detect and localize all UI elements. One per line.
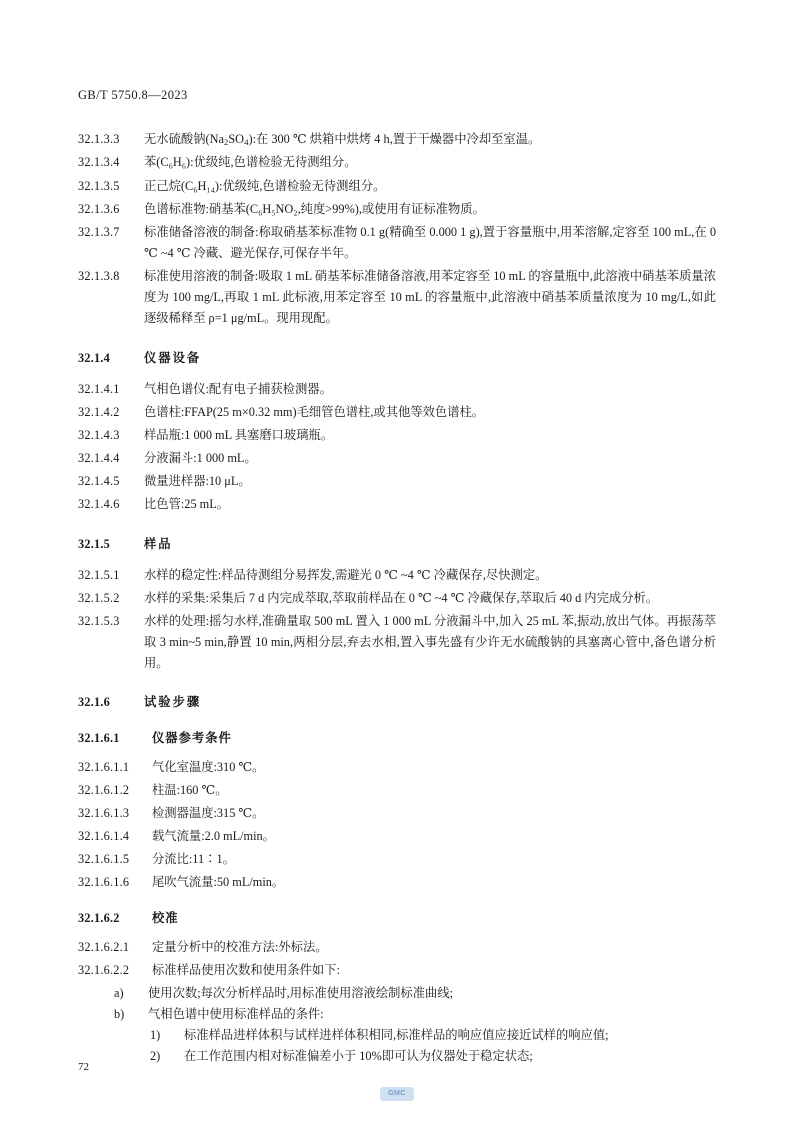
list-item-text: 气相色谱中使用标准样品的条件: bbox=[148, 1007, 324, 1022]
clause-text: 标准样品使用次数和使用条件如下: bbox=[152, 962, 340, 977]
list-item bbox=[114, 1004, 716, 1025]
watermark-logo: GMC bbox=[380, 1087, 414, 1101]
clause-number: 32.1.6.2.1 bbox=[78, 939, 130, 954]
section-heading-32-1-5 bbox=[78, 534, 716, 555]
clause-number: 32.1.3.8 bbox=[78, 269, 120, 284]
clause-number: 32.1.3.3 bbox=[78, 132, 120, 146]
clause-text: 载气流量:2.0 mL/min。 bbox=[152, 829, 275, 844]
clause-32-1-4-5 bbox=[78, 471, 716, 492]
clause-32-1-6-2-2 bbox=[78, 960, 716, 981]
clause-text: 样品瓶:1 000 mL 具塞磨口玻璃瓶。 bbox=[144, 427, 334, 442]
list-item-text: 标准样品进样体积与试样进样体积相同,标准样品的响应值应接近试样的响应值; bbox=[184, 1028, 609, 1043]
section-number: 32.1.6 bbox=[78, 695, 110, 710]
clause-number: 32.1.6.1.5 bbox=[78, 852, 130, 867]
clause-number: 32.1.4.3 bbox=[78, 427, 120, 442]
subsection-number: 32.1.6.2 bbox=[78, 910, 120, 925]
clause-text: 检测器温度:315 ℃。 bbox=[152, 805, 265, 820]
clause-text: 标准储备溶液的制备:称取硝基苯标准物 0.1 g(精确至 0.000 1 g),置于容量瓶中,用苯溶解,定容至 100 mL,在 0 ℃ ~4 ℃ 冷藏、避光保存,可保存半年。 bbox=[144, 224, 716, 260]
page-header: GB/T 5750.8—2023 bbox=[78, 88, 188, 102]
clause-number: 32.1.3.5 bbox=[78, 178, 120, 193]
list-item-text: 使用次数;每次分析样品时,用标准使用溶液绘制标准曲线; bbox=[148, 985, 454, 1000]
clause-number: 32.1.3.7 bbox=[78, 224, 120, 239]
subsection-heading-32-1-6-2 bbox=[78, 908, 716, 929]
clause-text-post: ):在 300 ℃ 烘箱中烘烤 4 h,置于干燥器中冷却至室温。 bbox=[248, 132, 541, 146]
clause-text: 色谱柱:FFAP(25 m×0.32 mm)毛细管色谱柱,或其他等效色谱柱。 bbox=[144, 404, 485, 419]
clause-text: 尾吹气流量:50 mL/min。 bbox=[152, 875, 285, 890]
section-title: 样品 bbox=[144, 536, 173, 551]
list-item bbox=[114, 983, 716, 1004]
clause-32-1-4-1 bbox=[78, 379, 716, 400]
subsection-number: 32.1.6.1 bbox=[78, 730, 120, 745]
subscript-4: 4 bbox=[244, 137, 249, 148]
clause-text: 水样的处理:摇匀水样,准确量取 500 mL 置入 1 000 mL 分液漏斗中,加入 25 mL 苯,振动,放出气体。再振荡萃取 3 min~5 min,静置 10 min,两相分层,弃去水相,置入事先盛有少许无水硫酸钠的具塞离心管中,备色谱分析用。 bbox=[144, 613, 716, 671]
clause-text-pre: 无水硫酸钠(Na bbox=[144, 132, 224, 146]
clause-text: 气相色谱仪:配有电子捕获检测器。 bbox=[144, 381, 332, 396]
subsection-heading-32-1-6-1 bbox=[78, 728, 716, 749]
clause-32-1-6-1-6 bbox=[78, 872, 716, 893]
clause-number: 32.1.5.1 bbox=[78, 567, 120, 582]
clause-text: 气化室温度:310 ℃。 bbox=[152, 759, 265, 774]
clause-text: 分流比:11∶1。 bbox=[152, 852, 235, 867]
clause-number: 32.1.6.1.3 bbox=[78, 805, 130, 820]
document-body bbox=[78, 129, 716, 1068]
clause-number: 32.1.4.4 bbox=[78, 451, 120, 466]
clause-number: 32.1.3.4 bbox=[78, 155, 120, 170]
clause-32-1-5-2 bbox=[78, 588, 716, 609]
list-item bbox=[150, 1025, 716, 1046]
clause-32-1-6-1-2 bbox=[78, 780, 716, 801]
clause-number: 32.1.6.1.6 bbox=[78, 875, 130, 890]
clause-32-1-6-1-5 bbox=[78, 849, 716, 870]
clause-text: 微量进样器:10 μL。 bbox=[144, 474, 251, 489]
subsection-title: 仪器参考条件 bbox=[152, 730, 232, 745]
list-item-label: a) bbox=[114, 985, 124, 1000]
clause-32-1-4-6 bbox=[78, 494, 716, 515]
clause-32-1-5-3 bbox=[78, 611, 716, 674]
clause-number: 32.1.4.2 bbox=[78, 404, 120, 419]
section-heading-32-1-4 bbox=[78, 348, 716, 369]
clause-32-1-6-1-3 bbox=[78, 803, 716, 824]
clause-32-1-6-1-4 bbox=[78, 826, 716, 847]
clause-number: 32.1.6.1.2 bbox=[78, 782, 130, 797]
clause-number: 32.1.4.6 bbox=[78, 497, 120, 512]
list-item bbox=[150, 1046, 716, 1067]
clause-text: 定量分析中的校准方法:外标法。 bbox=[152, 939, 328, 954]
clause-32-1-6-1-1 bbox=[78, 757, 716, 778]
clause-number: 32.1.4.5 bbox=[78, 474, 120, 489]
clause-32-1-3-4 bbox=[78, 152, 716, 173]
clause-32-1-3-3 bbox=[78, 129, 716, 150]
section-title: 试验步骤 bbox=[144, 695, 202, 710]
page-number: 72 bbox=[78, 1061, 89, 1073]
clause-32-1-3-8 bbox=[78, 266, 716, 329]
list-item-label: b) bbox=[114, 1007, 125, 1022]
clause-text: 水样的稳定性:样品待测组分易挥发,需避光 0 ℃ ~4 ℃ 冷藏保存,尽快测定。 bbox=[144, 567, 548, 582]
clause-32-1-5-1 bbox=[78, 565, 716, 586]
section-number: 32.1.4 bbox=[78, 350, 110, 365]
clause-text: 色谱标准物:硝基苯(C₆H₅NO₂,纯度>99%),或使用有证标准物质。 bbox=[144, 201, 485, 216]
clause-32-1-3-7 bbox=[78, 222, 716, 264]
clause-text: 水样的采集:采集后 7 d 内完成萃取,萃取前样品在 0 ℃ ~4 ℃ 冷藏保存,萃取后 40 d 内完成分析。 bbox=[144, 590, 659, 605]
section-heading-32-1-6 bbox=[78, 692, 716, 713]
clause-number: 32.1.4.1 bbox=[78, 381, 120, 396]
clause-text: 比色管:25 mL。 bbox=[144, 497, 230, 512]
clause-32-1-3-6 bbox=[78, 199, 716, 220]
subscript-2: 2 bbox=[223, 137, 229, 148]
clause-text: 无水硫酸钠$(Na_2SO_4)$:在 300 ℃ 烘箱中烘烤 4 h,置于干燥器中冷却至室温。 bbox=[144, 132, 541, 148]
clause-32-1-4-2 bbox=[78, 402, 716, 423]
list-item-label: 1) bbox=[150, 1028, 161, 1043]
section-number: 32.1.5 bbox=[78, 536, 110, 551]
clause-32-1-3-5 bbox=[78, 176, 716, 197]
ordered-list bbox=[78, 983, 716, 1068]
subsection-title: 校准 bbox=[152, 910, 179, 925]
clause-text: 柱温:160 ℃。 bbox=[152, 782, 228, 797]
clause-32-1-4-4 bbox=[78, 448, 716, 469]
clause-text: 苯(C₆H₆):优级纯,色谱检验无待测组分。 bbox=[144, 155, 357, 170]
clause-number: 32.1.5.2 bbox=[78, 590, 120, 605]
section-title: 仪器设备 bbox=[144, 350, 202, 365]
clause-number: 32.1.3.6 bbox=[78, 201, 120, 216]
clause-text: 标准使用溶液的制备:吸取 1 mL 硝基苯标准储备溶液,用苯定容至 10 mL 的容量瓶中,此溶液中硝基苯质量浓度为 100 mg/L,再取 1 mL 此标液,用苯定容至 10 mL 的容量瓶中,此溶液中硝基苯质量浓度为 10 mg/L,如此逐级稀释至 ρ=1 μg/mL。现用现配。 bbox=[144, 269, 716, 326]
clause-text: 分液漏斗:1 000 mL。 bbox=[144, 451, 257, 466]
clause-number: 32.1.6.2.2 bbox=[78, 962, 130, 977]
clause-number: 32.1.5.3 bbox=[78, 613, 120, 628]
clause-32-1-6-2-1 bbox=[78, 937, 716, 958]
clause-number: 32.1.6.1.4 bbox=[78, 829, 130, 844]
list-item-text: 在工作范围内相对标准偏差小于 10%即可认为仪器处于稳定状态; bbox=[184, 1049, 533, 1064]
clause-number: 32.1.6.1.1 bbox=[78, 759, 130, 774]
clause-32-1-4-3 bbox=[78, 425, 716, 446]
clause-text: 正己烷(C₆H₁₄):优级纯,色谱检验无待测组分。 bbox=[144, 178, 386, 193]
list-item-label: 2) bbox=[150, 1049, 161, 1064]
